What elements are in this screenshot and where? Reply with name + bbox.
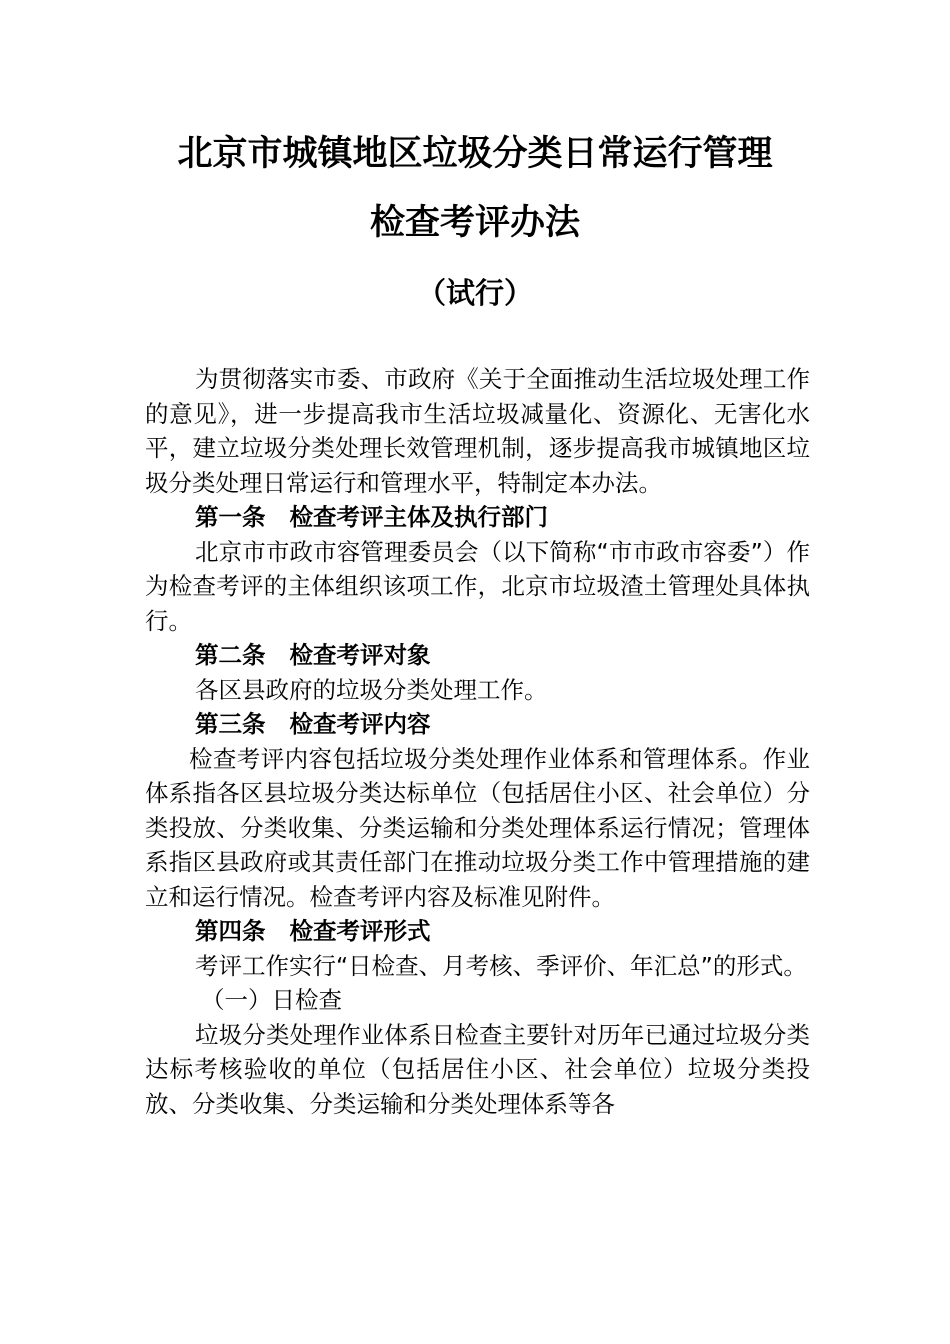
article-3-heading xyxy=(145,707,810,742)
article-3-number: 第三条 xyxy=(195,710,266,738)
article-2-number: 第二条 xyxy=(195,641,266,669)
article-4-number: 第四条 xyxy=(195,917,266,945)
article-3-text: 检查考评内容包括垃圾分类处理作业体系和管理体系。作业体系指各区县垃圾分类达标单位（包括居住小区、社会单位）分类投放、分类收集、分类运输和分类处理体系运行情况；管理体系指区县政府或其责任部门在推动垃圾分类工作中管理措施的建立和运行情况。检查考评内容及标准见附件。 xyxy=(145,744,810,911)
article-2-heading xyxy=(145,638,810,673)
article-4-subsection-1-title: （一）日检查 xyxy=(201,986,342,1014)
document-body xyxy=(145,362,810,1121)
preamble-paragraph: 为贯彻落实市委、市政府《关于全面推动生活垃圾处理工作的意见》，进一步提高我市生活垃圾减量化、资源化、无害化水平，建立垃圾分类处理长效管理机制，逐步提高我市城镇地区垃圾分类处理日常运行和管理水平，特制定本办法。 xyxy=(145,365,810,497)
article-2-text: 各区县政府的垃圾分类处理工作。 xyxy=(195,675,548,704)
document-title-trial: （试行） xyxy=(416,276,533,310)
article-3-title: 检查考评内容 xyxy=(289,710,431,738)
article-4-subsection-1-text: 垃圾分类处理作业体系日检查主要针对历年已通过垃圾分类达标考核验收的单位（包括居住小区、社会单位）垃圾分类投放、分类收集、分类运输和分类处理体系等各 xyxy=(145,1020,810,1118)
article-2-title: 检查考评对象 xyxy=(289,641,431,669)
document-title-line-2: 检查考评办法 xyxy=(369,203,580,243)
article-4-text: 考评工作实行“日检查、月考核、季评价、年汇总”的形式。 xyxy=(195,951,807,980)
document-title-line-1: 北京市城镇地区垃圾分类日常运行管理 xyxy=(177,134,773,174)
article-1-number: 第一条 xyxy=(195,503,266,531)
article-1-text: 北京市市政市容管理委员会（以下简称“市市政市容委”）作为检查考评的主体组织该项工作，北京市垃圾渣土管理处具体执行。 xyxy=(145,537,810,635)
article-1-title: 检查考评主体及执行部门 xyxy=(289,503,548,531)
article-1-heading xyxy=(145,500,810,535)
article-4-title: 检查考评形式 xyxy=(289,917,431,945)
article-4-heading xyxy=(145,914,810,949)
